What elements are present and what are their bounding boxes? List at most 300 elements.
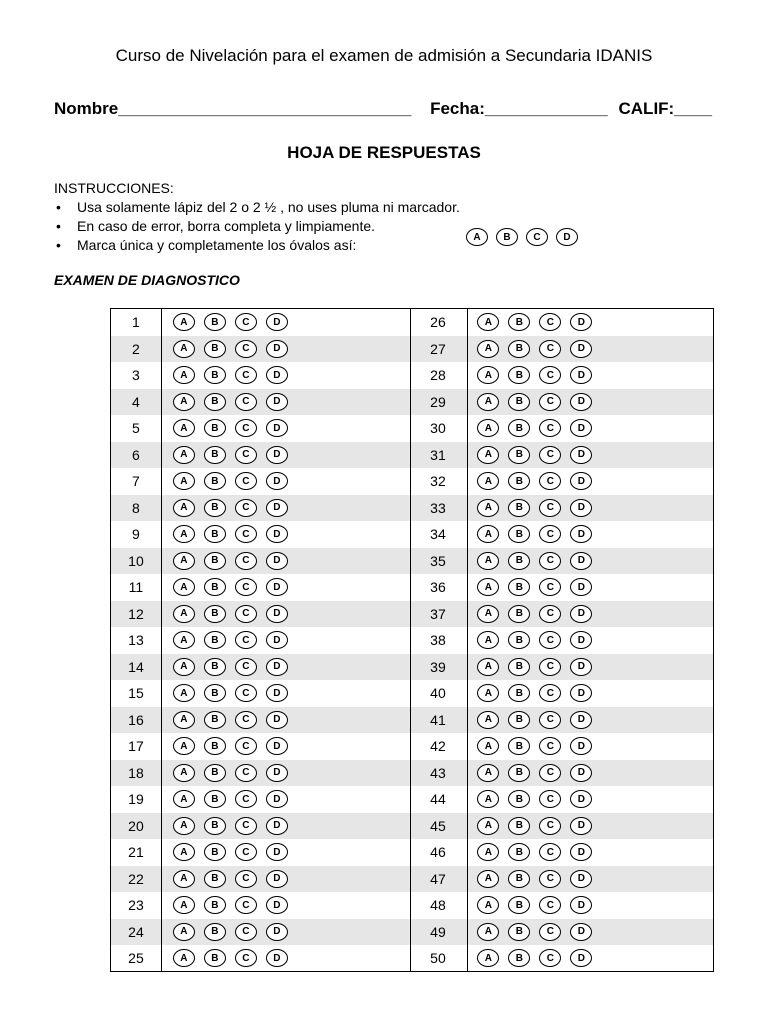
question-number: 50	[430, 950, 446, 967]
answer-bubble-b[interactable]: B	[204, 843, 226, 861]
answer-bubble-a[interactable]: A	[173, 949, 195, 967]
answer-row	[111, 468, 713, 495]
answer-bubble-c[interactable]: C	[539, 843, 561, 861]
answer-bubble-c[interactable]: C	[539, 790, 561, 808]
answer-row	[111, 786, 713, 813]
answer-bubble-a[interactable]: A	[477, 552, 499, 570]
answer-sheet-heading: HOJA DE RESPUESTAS	[287, 143, 481, 162]
question-number: 16	[128, 711, 144, 728]
answer-bubble-d[interactable]: D	[266, 605, 288, 623]
answer-bubble-c[interactable]: C	[235, 817, 257, 835]
answer-bubble-d[interactable]: D	[266, 896, 288, 914]
answer-bubble-a[interactable]: A	[477, 923, 499, 941]
answer-bubble-c[interactable]: C	[235, 737, 257, 755]
answer-bubble-d[interactable]: D	[266, 366, 288, 384]
answer-bubble-d[interactable]: D	[570, 843, 592, 861]
answer-bubble-d[interactable]: D	[266, 923, 288, 941]
answer-bubble-d[interactable]: D	[266, 658, 288, 676]
question-number: 24	[128, 923, 144, 940]
answer-bubble-b[interactable]: B	[508, 711, 530, 729]
answer-row	[111, 654, 713, 681]
answer-options	[161, 574, 410, 601]
answer-bubble-a[interactable]: A	[477, 817, 499, 835]
answer-bubble-d[interactable]: D	[266, 764, 288, 782]
question-number: 30	[430, 420, 446, 437]
answer-bubble-b[interactable]: B	[204, 578, 226, 596]
answer-bubble-c[interactable]: C	[539, 949, 561, 967]
answer-bubble-d[interactable]: D	[570, 817, 592, 835]
question-number: 5	[132, 420, 140, 437]
answer-bubble-d[interactable]: D	[570, 446, 592, 464]
answer-bubble-a[interactable]: A	[173, 552, 195, 570]
sample-bubble-b: B	[496, 228, 518, 246]
instructions-list	[54, 198, 460, 255]
answer-bubble-c[interactable]: C	[539, 419, 561, 437]
answer-bubble-a[interactable]: A	[477, 446, 499, 464]
answer-bubble-c[interactable]: C	[539, 737, 561, 755]
answer-bubble-c[interactable]: C	[235, 923, 257, 941]
answer-bubble-a[interactable]: A	[477, 499, 499, 517]
answer-bubble-c[interactable]: C	[539, 552, 561, 570]
instruction-item: • Marca única y completamente los óvalos así:	[54, 236, 460, 255]
answer-bubble-b[interactable]: B	[204, 340, 226, 358]
answer-options	[466, 309, 713, 336]
answer-bubble-d[interactable]: D	[266, 393, 288, 411]
answer-bubble-b[interactable]: B	[508, 923, 530, 941]
answer-bubble-c[interactable]: C	[235, 446, 257, 464]
answer-bubble-b[interactable]: B	[508, 499, 530, 517]
question-number: 31	[430, 446, 446, 463]
question-number: 38	[430, 632, 446, 649]
answer-row	[111, 389, 713, 416]
answer-bubble-c[interactable]: C	[235, 340, 257, 358]
answer-bubble-b[interactable]: B	[204, 684, 226, 702]
answer-bubble-b[interactable]: B	[508, 605, 530, 623]
question-number: 36	[430, 579, 446, 596]
answer-options	[161, 495, 410, 522]
answer-options	[161, 945, 410, 972]
answer-bubble-a[interactable]: A	[477, 605, 499, 623]
answer-bubble-b[interactable]: B	[508, 419, 530, 437]
answer-bubble-b[interactable]: B	[508, 764, 530, 782]
answer-row	[111, 733, 713, 760]
question-number: 12	[128, 605, 144, 622]
answer-bubble-c[interactable]: C	[235, 419, 257, 437]
answer-bubble-a[interactable]: A	[173, 605, 195, 623]
answer-bubble-b[interactable]: B	[204, 870, 226, 888]
answer-bubble-d[interactable]: D	[570, 313, 592, 331]
answer-bubble-b[interactable]: B	[204, 419, 226, 437]
answer-bubble-d[interactable]: D	[266, 472, 288, 490]
instructions-title: INSTRUCCIONES:	[54, 180, 174, 196]
answer-row	[111, 521, 713, 548]
answer-bubble-c[interactable]: C	[539, 870, 561, 888]
answer-bubble-c[interactable]: C	[539, 578, 561, 596]
answer-bubble-d[interactable]: D	[266, 737, 288, 755]
answer-bubble-b[interactable]: B	[508, 790, 530, 808]
answer-bubble-b[interactable]: B	[204, 472, 226, 490]
answer-options	[466, 548, 713, 575]
instruction-item: • Usa solamente lápiz del 2 o 2 ½ , no uses pluma ni marcador.	[54, 198, 460, 217]
answer-bubble-d[interactable]: D	[266, 790, 288, 808]
question-number: 44	[430, 791, 446, 808]
answer-bubble-b[interactable]: B	[508, 446, 530, 464]
answer-bubble-b[interactable]: B	[508, 843, 530, 861]
answer-bubble-a[interactable]: A	[173, 472, 195, 490]
answer-bubble-b[interactable]: B	[508, 949, 530, 967]
answer-bubble-b[interactable]: B	[508, 684, 530, 702]
answer-bubble-b[interactable]: B	[204, 817, 226, 835]
question-number: 20	[128, 817, 144, 834]
answer-bubble-d[interactable]: D	[266, 313, 288, 331]
question-number: 13	[128, 632, 144, 649]
question-number: 23	[128, 897, 144, 914]
answer-bubble-d[interactable]: D	[570, 711, 592, 729]
answer-bubble-d[interactable]: D	[266, 525, 288, 543]
answer-bubble-c[interactable]: C	[235, 499, 257, 517]
answer-bubble-c[interactable]: C	[235, 366, 257, 384]
answer-bubble-a[interactable]: A	[477, 525, 499, 543]
answer-bubble-a[interactable]: A	[173, 340, 195, 358]
answer-bubble-d[interactable]: D	[266, 711, 288, 729]
answer-options	[161, 813, 410, 840]
answer-bubble-a[interactable]: A	[173, 817, 195, 835]
answer-options	[161, 919, 410, 946]
answer-bubble-d[interactable]: D	[570, 737, 592, 755]
question-number: 18	[128, 764, 144, 781]
answer-options	[466, 680, 713, 707]
answer-bubble-a[interactable]: A	[173, 419, 195, 437]
answer-bubble-d[interactable]: D	[570, 949, 592, 967]
answer-bubble-c[interactable]: C	[539, 393, 561, 411]
answer-bubble-b[interactable]: B	[508, 631, 530, 649]
answer-bubble-d[interactable]: D	[570, 552, 592, 570]
answer-bubble-b[interactable]: B	[508, 658, 530, 676]
answer-bubble-c[interactable]: C	[235, 631, 257, 649]
answer-bubble-c[interactable]: C	[539, 923, 561, 941]
question-number: 19	[128, 791, 144, 808]
answer-options	[466, 521, 713, 548]
answer-bubble-a[interactable]: A	[173, 923, 195, 941]
question-number: 8	[132, 499, 140, 516]
answer-bubble-b[interactable]: B	[204, 499, 226, 517]
answer-row	[111, 362, 713, 389]
answer-row	[111, 601, 713, 628]
answer-bubble-a[interactable]: A	[477, 631, 499, 649]
answer-bubble-c[interactable]: C	[235, 711, 257, 729]
answer-options	[161, 733, 410, 760]
answer-bubble-d[interactable]: D	[266, 578, 288, 596]
answer-bubble-c[interactable]: C	[539, 817, 561, 835]
answer-bubble-a[interactable]: A	[173, 578, 195, 596]
question-number: 15	[128, 685, 144, 702]
answer-bubble-c[interactable]: C	[539, 658, 561, 676]
answer-bubble-b[interactable]: B	[204, 366, 226, 384]
answer-options	[161, 839, 410, 866]
answer-bubble-b[interactable]: B	[508, 472, 530, 490]
answer-bubble-c[interactable]: C	[235, 896, 257, 914]
answer-bubble-b[interactable]: B	[508, 366, 530, 384]
answer-bubble-a[interactable]: A	[173, 366, 195, 384]
question-number: 22	[128, 870, 144, 887]
answer-bubble-d[interactable]: D	[266, 870, 288, 888]
answer-options	[161, 336, 410, 363]
question-number: 6	[132, 446, 140, 463]
answer-bubble-d[interactable]: D	[570, 631, 592, 649]
name-field[interactable]: Nombre_______________________________	[54, 99, 412, 118]
answer-bubble-d[interactable]: D	[570, 499, 592, 517]
answer-row	[111, 415, 713, 442]
answer-bubble-c[interactable]: C	[235, 552, 257, 570]
answer-bubble-b[interactable]: B	[508, 525, 530, 543]
answer-options	[466, 362, 713, 389]
answer-bubble-a[interactable]: A	[477, 896, 499, 914]
answer-bubble-b[interactable]: B	[508, 340, 530, 358]
answer-bubble-d[interactable]: D	[266, 419, 288, 437]
answer-bubble-d[interactable]: D	[570, 393, 592, 411]
answer-bubble-a[interactable]: A	[173, 393, 195, 411]
answer-options	[466, 760, 713, 787]
question-number: 28	[430, 367, 446, 384]
grade-field[interactable]: CALIF:____	[618, 99, 713, 118]
answer-options	[161, 389, 410, 416]
answer-bubble-a[interactable]: A	[477, 949, 499, 967]
answer-bubble-b[interactable]: B	[508, 552, 530, 570]
answer-bubble-b[interactable]: B	[508, 578, 530, 596]
answer-bubble-d[interactable]: D	[570, 605, 592, 623]
answer-bubble-a[interactable]: A	[173, 313, 195, 331]
question-number: 33	[430, 499, 446, 516]
column-divider	[467, 309, 468, 971]
answer-bubble-a[interactable]: A	[477, 658, 499, 676]
answer-bubble-a[interactable]: A	[173, 658, 195, 676]
answer-bubble-c[interactable]: C	[235, 393, 257, 411]
answer-options	[466, 336, 713, 363]
question-number: 14	[128, 658, 144, 675]
answer-row	[111, 866, 713, 893]
answer-bubble-c[interactable]: C	[235, 472, 257, 490]
answer-options	[161, 362, 410, 389]
course-title: Curso de Nivelación para el examen de admisión a Secundaria IDANIS	[115, 46, 653, 65]
answer-bubble-a[interactable]: A	[477, 366, 499, 384]
answer-bubble-d[interactable]: D	[570, 578, 592, 596]
answer-bubble-c[interactable]: C	[235, 870, 257, 888]
answer-grid	[110, 308, 714, 972]
answer-bubble-c[interactable]: C	[539, 631, 561, 649]
answer-bubble-d[interactable]: D	[266, 684, 288, 702]
answer-bubble-a[interactable]: A	[173, 525, 195, 543]
answer-bubble-d[interactable]: D	[570, 896, 592, 914]
answer-bubble-a[interactable]: A	[477, 578, 499, 596]
answer-bubble-c[interactable]: C	[539, 446, 561, 464]
answer-options	[466, 707, 713, 734]
answer-bubble-a[interactable]: A	[477, 393, 499, 411]
answer-bubble-a[interactable]: A	[173, 843, 195, 861]
answer-bubble-a[interactable]: A	[477, 419, 499, 437]
answer-bubble-b[interactable]: B	[204, 313, 226, 331]
answer-bubble-c[interactable]: C	[539, 684, 561, 702]
answer-bubble-a[interactable]: A	[477, 313, 499, 331]
answer-bubble-b[interactable]: B	[508, 870, 530, 888]
answer-bubble-b[interactable]: B	[204, 923, 226, 941]
answer-bubble-c[interactable]: C	[539, 472, 561, 490]
answer-bubble-a[interactable]: A	[173, 870, 195, 888]
question-number: 37	[430, 605, 446, 622]
answer-options	[466, 654, 713, 681]
answer-bubble-a[interactable]: A	[477, 764, 499, 782]
answer-bubble-c[interactable]: C	[235, 790, 257, 808]
answer-options	[161, 654, 410, 681]
answer-bubble-b[interactable]: B	[204, 711, 226, 729]
answer-bubble-c[interactable]: C	[539, 313, 561, 331]
answer-bubble-b[interactable]: B	[204, 949, 226, 967]
answer-bubble-b[interactable]: B	[204, 446, 226, 464]
answer-bubble-a[interactable]: A	[173, 737, 195, 755]
answer-bubble-a[interactable]: A	[477, 790, 499, 808]
exam-title: EXAMEN DE DIAGNOSTICO	[54, 272, 240, 288]
answer-options	[466, 919, 713, 946]
answer-options	[466, 601, 713, 628]
question-number: 46	[430, 844, 446, 861]
answer-row	[111, 680, 713, 707]
answer-bubble-c[interactable]: C	[235, 313, 257, 331]
answer-bubble-b[interactable]: B	[508, 393, 530, 411]
answer-bubble-a[interactable]: A	[477, 472, 499, 490]
answer-bubble-b[interactable]: B	[204, 658, 226, 676]
answer-options	[466, 627, 713, 654]
answer-options	[466, 495, 713, 522]
answer-row	[111, 309, 713, 336]
answer-bubble-d[interactable]: D	[266, 631, 288, 649]
answer-bubble-c[interactable]: C	[235, 578, 257, 596]
answer-bubble-b[interactable]: B	[508, 737, 530, 755]
answer-options	[161, 707, 410, 734]
question-number: 2	[132, 340, 140, 357]
answer-bubble-d[interactable]: D	[570, 684, 592, 702]
answer-bubble-a[interactable]: A	[477, 870, 499, 888]
answer-bubble-b[interactable]: B	[508, 817, 530, 835]
answer-options	[466, 839, 713, 866]
answer-bubble-b[interactable]: B	[204, 631, 226, 649]
question-number: 42	[430, 738, 446, 755]
answer-row	[111, 839, 713, 866]
answer-bubble-b[interactable]: B	[204, 605, 226, 623]
sample-bubble-a: A	[466, 228, 488, 246]
answer-bubble-d[interactable]: D	[266, 843, 288, 861]
answer-bubble-c[interactable]: C	[539, 525, 561, 543]
question-number: 7	[132, 473, 140, 490]
answer-row	[111, 892, 713, 919]
answer-bubble-a[interactable]: A	[173, 631, 195, 649]
answer-bubble-c[interactable]: C	[235, 605, 257, 623]
answer-bubble-a[interactable]: A	[173, 446, 195, 464]
answer-options	[161, 442, 410, 469]
sample-bubble-d: D	[556, 228, 578, 246]
answer-bubble-d[interactable]: D	[266, 340, 288, 358]
answer-bubble-a[interactable]: A	[477, 737, 499, 755]
answer-bubble-a[interactable]: A	[477, 711, 499, 729]
answer-row	[111, 442, 713, 469]
question-number: 17	[128, 738, 144, 755]
answer-bubble-d[interactable]: D	[570, 764, 592, 782]
answer-bubble-c[interactable]: C	[539, 896, 561, 914]
answer-bubble-b[interactable]: B	[204, 737, 226, 755]
answer-bubble-d[interactable]: D	[266, 446, 288, 464]
answer-bubble-c[interactable]: C	[539, 605, 561, 623]
answer-options	[466, 415, 713, 442]
answer-bubble-c[interactable]: C	[235, 658, 257, 676]
answer-bubble-a[interactable]: A	[173, 790, 195, 808]
answer-bubble-b[interactable]: B	[204, 896, 226, 914]
answer-bubble-c[interactable]: C	[539, 711, 561, 729]
answer-options	[466, 574, 713, 601]
answer-bubble-a[interactable]: A	[477, 843, 499, 861]
answer-bubble-a[interactable]: A	[173, 684, 195, 702]
answer-bubble-a[interactable]: A	[173, 499, 195, 517]
date-field[interactable]: Fecha:_____________	[430, 99, 608, 118]
answer-bubble-d[interactable]: D	[570, 658, 592, 676]
answer-bubble-c[interactable]: C	[235, 843, 257, 861]
question-number: 45	[430, 817, 446, 834]
answer-bubble-d[interactable]: D	[570, 340, 592, 358]
answer-bubble-d[interactable]: D	[570, 525, 592, 543]
question-number: 1	[132, 314, 140, 331]
answer-row	[111, 945, 713, 972]
answer-options	[161, 760, 410, 787]
answer-bubble-d[interactable]: D	[570, 870, 592, 888]
answer-bubble-c[interactable]: C	[235, 525, 257, 543]
answer-bubble-d[interactable]: D	[266, 499, 288, 517]
question-number: 9	[132, 526, 140, 543]
answer-bubble-b[interactable]: B	[204, 552, 226, 570]
answer-options	[466, 786, 713, 813]
answer-bubble-c[interactable]: C	[539, 366, 561, 384]
answer-bubble-d[interactable]: D	[266, 817, 288, 835]
answer-bubble-a[interactable]: A	[173, 764, 195, 782]
answer-bubble-b[interactable]: B	[508, 313, 530, 331]
answer-row	[111, 495, 713, 522]
answer-bubble-c[interactable]: C	[539, 764, 561, 782]
answer-bubble-b[interactable]: B	[508, 896, 530, 914]
answer-bubble-b[interactable]: B	[204, 764, 226, 782]
answer-bubble-d[interactable]: D	[570, 790, 592, 808]
answer-options	[466, 813, 713, 840]
answer-row	[111, 813, 713, 840]
answer-bubble-d[interactable]: D	[266, 552, 288, 570]
sample-bubble-c: C	[526, 228, 548, 246]
answer-bubble-d[interactable]: D	[570, 923, 592, 941]
answer-bubble-a[interactable]: A	[477, 340, 499, 358]
question-number: 26	[430, 314, 446, 331]
answer-bubble-d[interactable]: D	[266, 949, 288, 967]
question-number: 41	[430, 711, 446, 728]
answer-bubble-b[interactable]: B	[204, 525, 226, 543]
answer-bubble-d[interactable]: D	[570, 472, 592, 490]
answer-bubble-d[interactable]: D	[570, 366, 592, 384]
question-number: 39	[430, 658, 446, 675]
answer-bubble-c[interactable]: C	[235, 764, 257, 782]
answer-bubble-c[interactable]: C	[539, 340, 561, 358]
answer-bubble-d[interactable]: D	[570, 419, 592, 437]
answer-bubble-c[interactable]: C	[539, 499, 561, 517]
answer-bubble-c[interactable]: C	[235, 684, 257, 702]
answer-bubble-a[interactable]: A	[477, 684, 499, 702]
answer-bubble-a[interactable]: A	[173, 896, 195, 914]
answer-bubble-b[interactable]: B	[204, 790, 226, 808]
answer-bubble-b[interactable]: B	[204, 393, 226, 411]
answer-bubble-a[interactable]: A	[173, 711, 195, 729]
answer-bubble-c[interactable]: C	[235, 949, 257, 967]
